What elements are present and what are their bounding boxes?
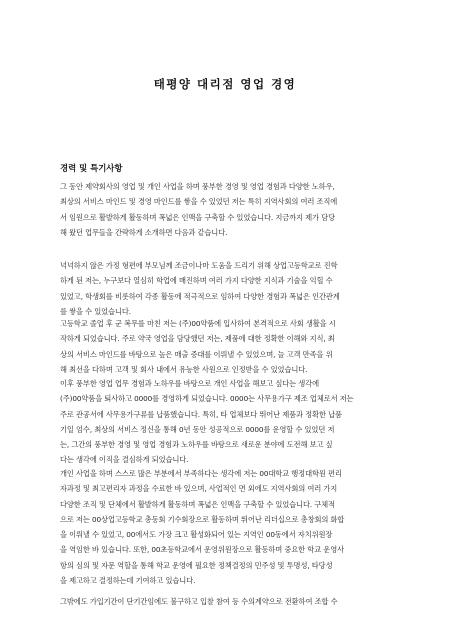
paragraph-line: 개인 사업을 하며 스스로 많은 부분에서 부족하다는 생각에 저는 00대학교 행정대학원 편리: [60, 469, 342, 478]
paragraph-line: 해 왔던 업무들을 간략하게 소개하면 다음과 같습니다.: [60, 227, 228, 237]
paragraph-line: 넉넉하지 않은 가정 형편에 부모님께 조금이나마 도움을 드리기 위해 상업고등학교로 진학: [60, 261, 338, 270]
paragraph-line: 주로 관공서에 사무용가구류를 납품했습니다. 특히, 타 업체보다 뛰어난 제품과 정확한 납품: [60, 409, 342, 419]
paragraph-line: 해 최선을 다하며 고객 및 회사 내에서 유능한 사원으로 인정받을 수 있었습니다.: [60, 364, 308, 374]
document-title: 태평양 대리점 영업 경영: [153, 77, 297, 91]
paragraph-community: [60, 466, 396, 588]
paragraph-line: 다양한 조직 및 단체에서 활발하게 활동하며 폭넓은 인맥을 구축할 수 있었습니다. 구체적: [60, 499, 335, 509]
paragraph-line: 있었고, 학생회를 비롯하여 각종 활동에 적극적으로 임하여 다양한 경험과 폭넓은 인간관계: [60, 291, 340, 301]
paragraph-line: 고등학교 졸업 후 군 복무를 마친 저는 (주)00약품에 입사하여 본격적으로 사회 생활을 시: [60, 319, 336, 328]
paragraph-line: 최상의 서비스 마인드 및 경영 마인드를 쌓을 수 있었던 저는 특히 지역사회의 여러 조직에: [60, 197, 338, 207]
paragraph-line: 을 역임한 바 있습니다. 또한, 00초등학교에서 운영위원장으로 활동하며 중요한 학교 운영사: [60, 545, 345, 555]
paragraph-career: [60, 316, 396, 377]
paragraph-line: 으로 저는 00상업고등학교 총동회 기수회장으로 활동하며 뛰어난 리더십으로 총창회의 화합: [60, 514, 345, 524]
paragraph-intro: [60, 179, 396, 240]
paragraph-line: 을 제고하고 결정하는데 기여하고 있습니다.: [60, 576, 196, 586]
paragraph-line: 항의 심의 및 자문 역할을 통해 학교 운영에 필요한 정책결정의 민주성 및 투명성, 타당성: [60, 560, 333, 570]
paragraph-line: 그밖에도 가입기간이 단기간임에도 불구하고 입찰 참여 등 수의계약으로 전환하여 조합 수: [60, 597, 338, 606]
paragraph-other: [60, 594, 396, 609]
paragraph-line: 그 동안 제약회사의 영업 및 개인 사업을 하며 풍부한 경영 및 영업 경험과 다양한 노하우,: [60, 182, 335, 191]
paragraph-school: [60, 258, 396, 319]
paragraph-line: (주)00약품을 퇴사하고 0000를 경영하게 되었습니다. 0000는 사무용가구 제조 업체로서 저는: [60, 394, 354, 404]
paragraph-line: 기일 엄수, 최상의 서비스 정신을 통해 0년 동안 성공적으로 0000를 운영할 수 있었던 저: [60, 424, 335, 434]
section-heading: 경력 및 특기사항: [60, 163, 123, 173]
paragraph-line: 다는 생각에 이직을 결심하게 되었습니다.: [60, 455, 189, 465]
paragraph-line: 서 임원으로 활발하게 활동하며 폭넓은 인맥을 구축할 수 있었습니다. 지금까지 제가 담당: [60, 212, 335, 222]
paragraph-line: 자과정 및 최고편리자 과정을 수료한 바 있으며, 사업적인 면 외에도 지역사회의 여러 가지: [60, 484, 338, 494]
paragraph-line: 는, 그간의 풍부한 경영 및 영업 경험과 노하우를 바탕으로 새로운 분야에 도전해 보고 싶: [60, 440, 333, 450]
paragraph-line: 이후 풍부한 영업 업무 경험과 노하우를 바탕으로 개인 사업을 해보고 싶다는 생각에: [60, 379, 319, 388]
paragraph-line: 작하게 되었습니다. 주로 약국 영업을 담당했던 저는, 제품에 대한 정확한 이해와 지식, 최: [60, 334, 335, 344]
paragraph-line: 를 쌓을 수 있었습니다.: [60, 306, 131, 316]
paragraph-line: 을 이뤄낼 수 있었고, 00에서도 가장 크고 활성화되어 있는 지역인 00동에서 자치위원장: [60, 530, 333, 540]
paragraph-business: [60, 376, 396, 468]
paragraph-line: 상의 서비스 마인드를 바탕으로 높은 매출 증대를 이뤄낼 수 있었으며, 늘 고객 만족을 위: [60, 349, 333, 359]
paragraph-line: 하게 된 저는, 누구보다 열심히 학업에 매진하며 여러 가지 다양한 지식과 기술을 익힐 수: [60, 276, 333, 286]
